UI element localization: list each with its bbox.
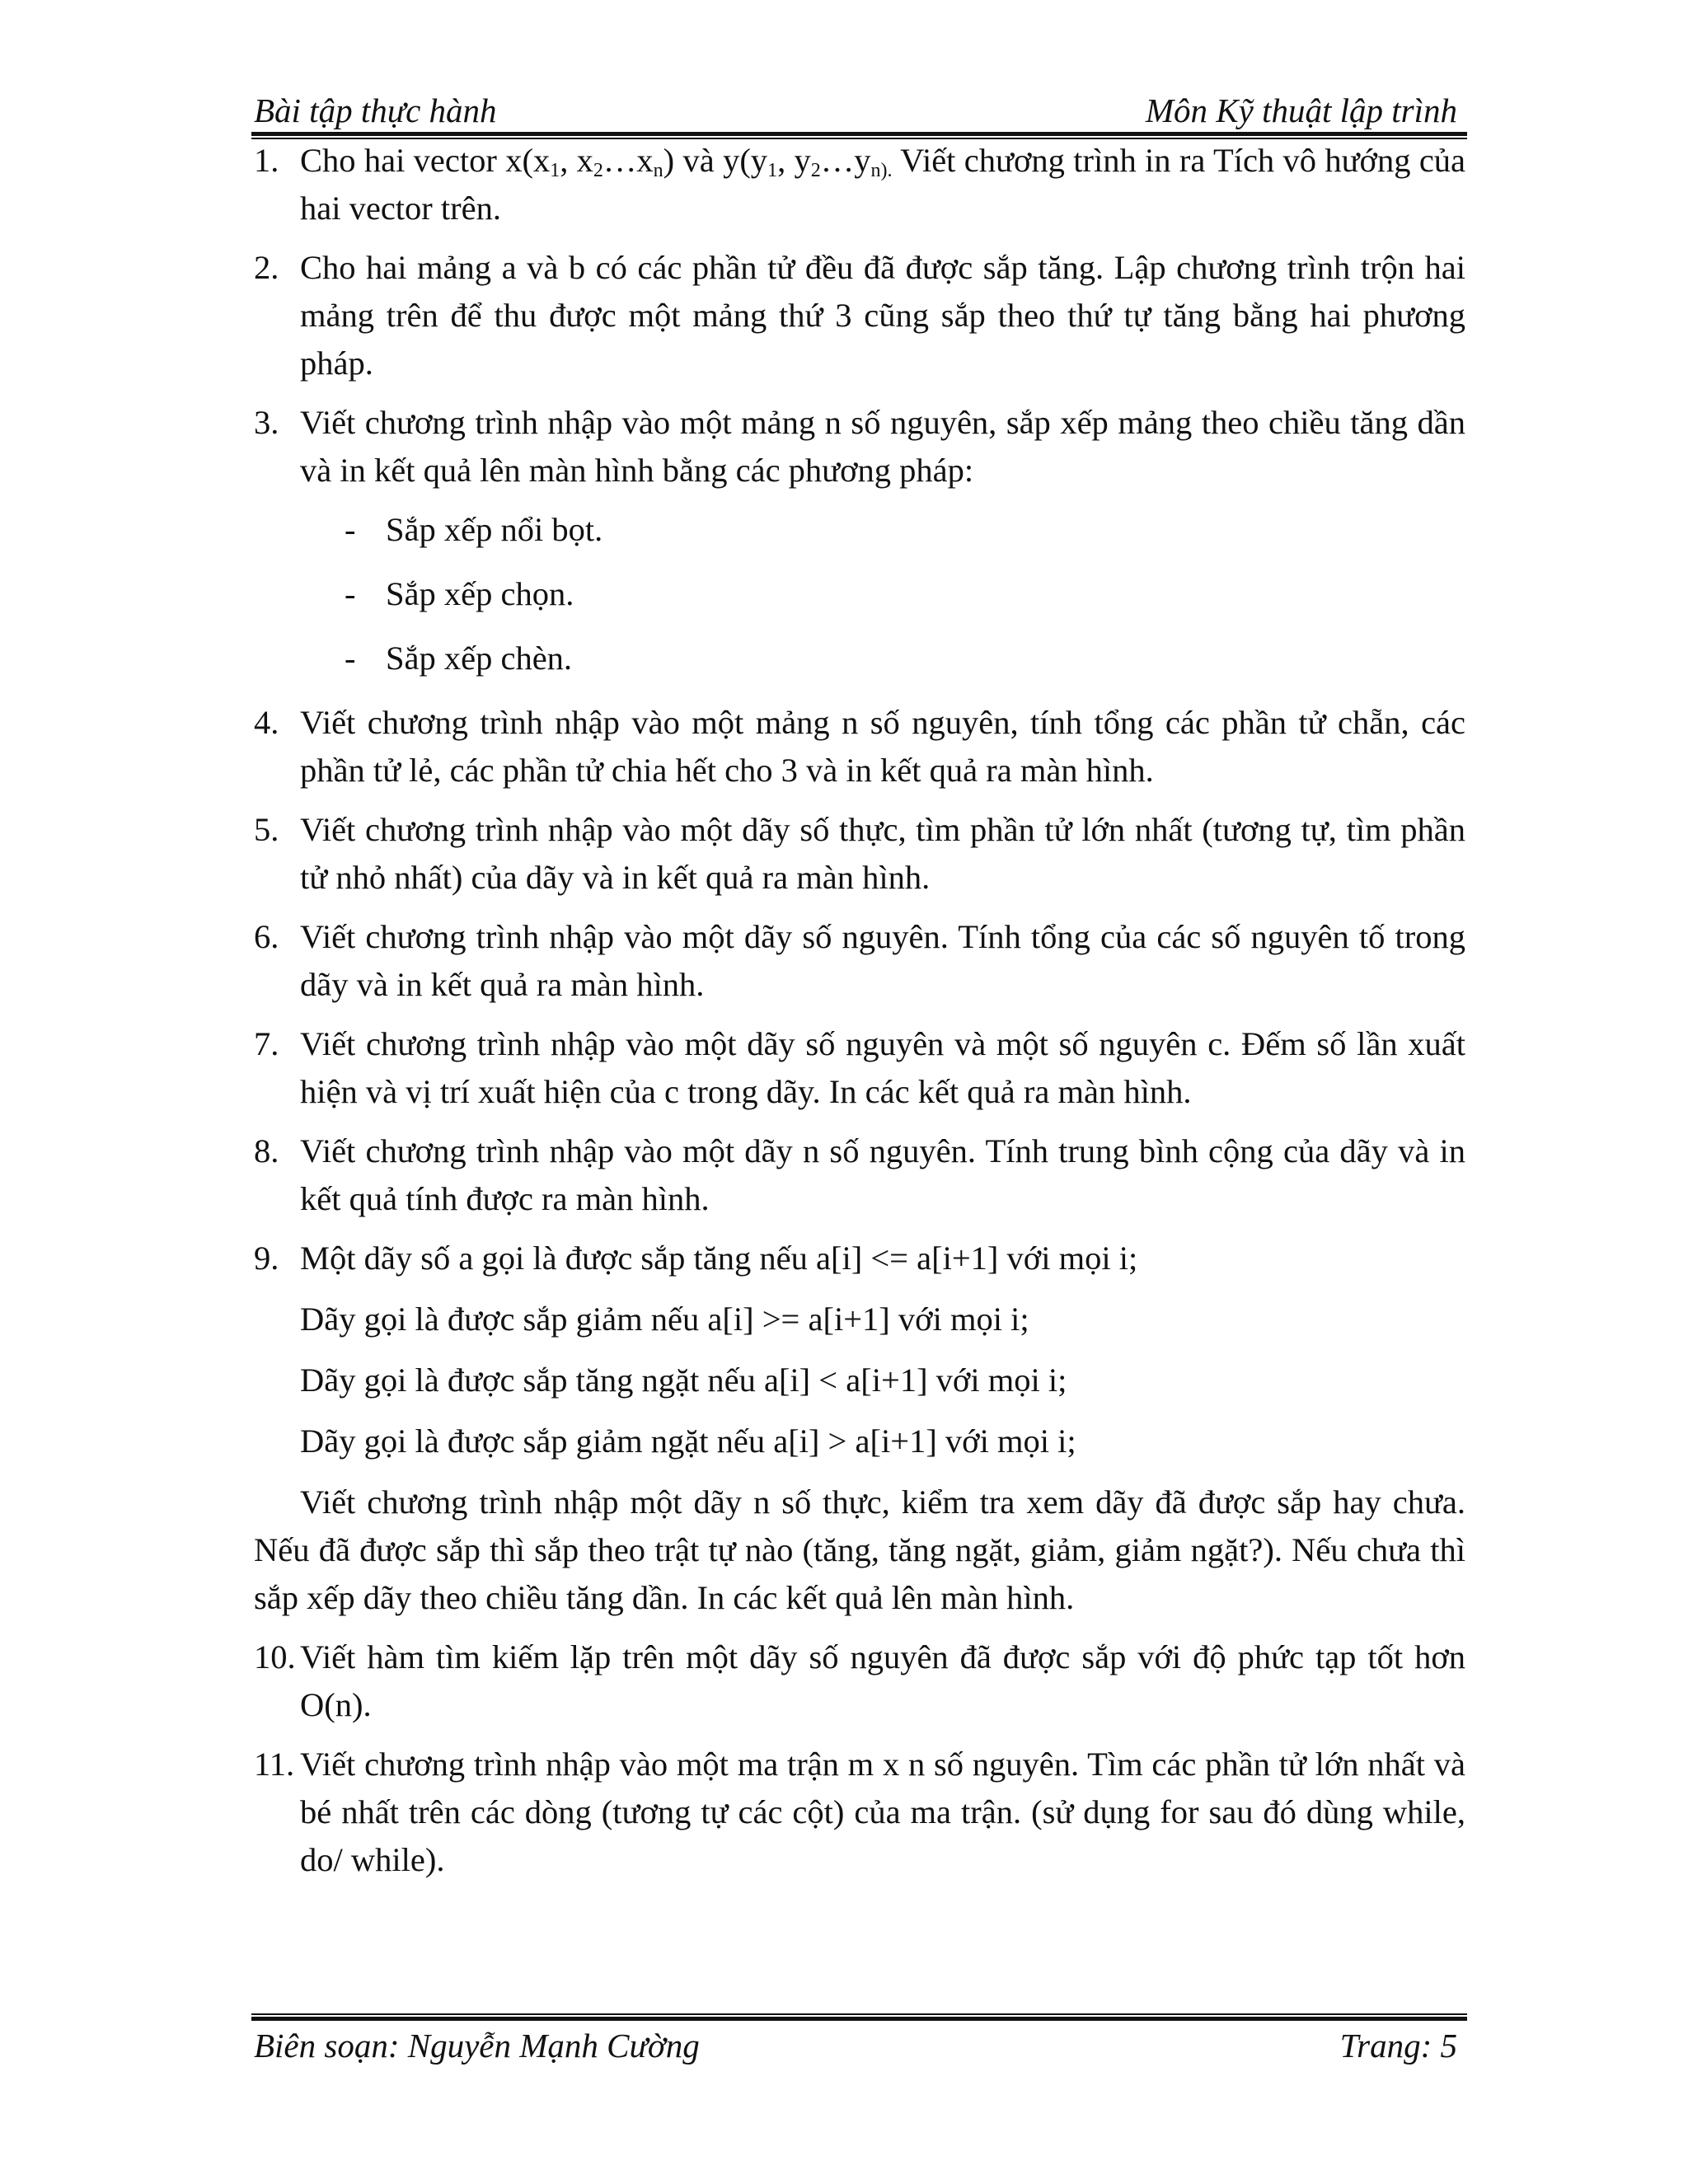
item-text: Viết hàm tìm kiếm lặp trên một dãy số nguyên đã được sắp với độ phức tạp tốt hơn O(n). xyxy=(300,1638,1465,1723)
header-left: Bài tập thực hành xyxy=(254,91,497,129)
item-text: Viết chương trình nhập vào một dãy n số nguyên. Tính trung bình cộng của dãy và in kết quả tính được ra màn hình. xyxy=(300,1132,1465,1217)
exercise-item-6 xyxy=(254,913,1465,1009)
footer-page-number: Trang: 5 xyxy=(1339,2027,1457,2064)
exercise-item-9 xyxy=(254,1235,1465,1282)
exercise-item-5 xyxy=(254,806,1465,902)
exercise-item-1 xyxy=(254,137,1465,232)
exercise-item-7 xyxy=(254,1020,1465,1116)
footer-author: Biên soạn: Nguyễn Mạnh Cường xyxy=(254,2027,700,2064)
exercise-item-4 xyxy=(254,699,1465,794)
item-text: Viết chương trình nhập vào một ma trận m x n số nguyên. Tìm các phần tử lớn nhất và bé nhất trên các dòng (tương tự các cột) của ma trận. (sử dụng for sau đó dùng while, do/ while). xyxy=(300,1746,1465,1878)
item-number: 2. xyxy=(254,249,279,286)
item-text: Một dãy số a gọi là được sắp tăng nếu a[i] <= a[i+1] với mọi i; xyxy=(300,1240,1138,1277)
exercise-item-2 xyxy=(254,244,1465,387)
sort-method-1 xyxy=(254,506,1465,554)
sort-method-text: Sắp xếp chèn. xyxy=(386,640,573,677)
item-text: Viết chương trình nhập vào một dãy số nguyên và một số nguyên c. Đếm số lần xuất hiện và vị trí xuất hiện của c trong dãy. In các kết quả ra màn hình. xyxy=(300,1025,1465,1110)
exercise-item-3 xyxy=(254,399,1465,494)
sort-method-2 xyxy=(254,570,1465,618)
item-9-line: Dãy gọi là được sắp giảm ngặt nếu a[i] > a[i+1] với mọi i; xyxy=(300,1422,1076,1460)
item-number: 4. xyxy=(254,704,279,741)
item-number: 6. xyxy=(254,918,279,955)
item-number: 3. xyxy=(254,404,279,441)
item-number: 11. xyxy=(254,1746,295,1783)
bullet-dash: - xyxy=(345,640,356,677)
header-right: Môn Kỹ thuật lập trình xyxy=(1145,91,1457,129)
item-number: 5. xyxy=(254,811,279,848)
bullet-dash: - xyxy=(345,511,356,548)
item-text: Cho hai mảng a và b có các phần tử đều đã được sắp tăng. Lập chương trình trộn hai mảng trên để thu được một mảng thứ 3 cũng sắp theo thứ tự tăng bằng hai phương pháp. xyxy=(300,249,1465,382)
item-text: Viết chương trình nhập vào một mảng n số nguyên, tính tổng các phần tử chẵn, các phần tử lẻ, các phần tử chia hết cho 3 và in kết quả ra màn hình. xyxy=(300,704,1465,789)
header-rule xyxy=(251,132,1467,136)
item-9-line: Dãy gọi là được sắp tăng ngặt nếu a[i] < a[i+1] với mọi i; xyxy=(300,1361,1067,1399)
item-text: Viết chương trình nhập vào một dãy số nguyên. Tính tổng của các số nguyên tố trong dãy và in kết quả ra màn hình. xyxy=(300,918,1465,1003)
item-number: 7. xyxy=(254,1025,279,1062)
exercise-list xyxy=(254,137,1465,1896)
exercise-item-11 xyxy=(254,1741,1465,1884)
item-text: Cho hai vector $x(x_1$, $x_2\dots x_n$) và $y(y_1$, $y_2\dots y_{n).}$ Viết chương trình in ra Tích vô hướng của hai vector trên. xyxy=(300,142,1466,227)
item-text: Viết chương trình nhập vào một mảng n số nguyên, sắp xếp mảng theo chiều tăng dần và in kết quả lên màn hình bằng các phương pháp: xyxy=(300,404,1465,489)
item-9-line: Dãy gọi là được sắp giảm nếu a[i] >= a[i+1] với mọi i; xyxy=(300,1301,1029,1338)
item-number: 10. xyxy=(254,1638,296,1675)
item-number: 9. xyxy=(254,1240,279,1277)
item-number: 1. xyxy=(254,142,279,179)
footer-rule xyxy=(251,2017,1467,2021)
footer-rule-thin xyxy=(251,2013,1467,2015)
item-number: 8. xyxy=(254,1132,279,1169)
sort-method-3 xyxy=(254,635,1465,682)
bullet-dash: - xyxy=(345,575,356,612)
exercise-item-10 xyxy=(254,1633,1465,1729)
item-9-paragraph: Viết chương trình nhập một dãy n số thực, kiểm tra xem dãy đã được sắp hay chưa. Nếu đã được sắp thì sắp theo trật tự nào (tăng, tăng ngặt, giảm, giảm ngặt?). Nếu chưa thì sắp xếp dãy theo chiều tăng dần. In các kết quả lên màn hình. xyxy=(254,1483,1465,1616)
item-text: Viết chương trình nhập vào một dãy số thực, tìm phần tử lớn nhất (tương tự, tìm phần tử nhỏ nhất) của dãy và in kết quả ra màn hình. xyxy=(300,811,1465,896)
exercise-item-8 xyxy=(254,1127,1465,1223)
sort-method-text: Sắp xếp chọn. xyxy=(386,575,574,612)
sort-method-text: Sắp xếp nổi bọt. xyxy=(386,511,603,548)
